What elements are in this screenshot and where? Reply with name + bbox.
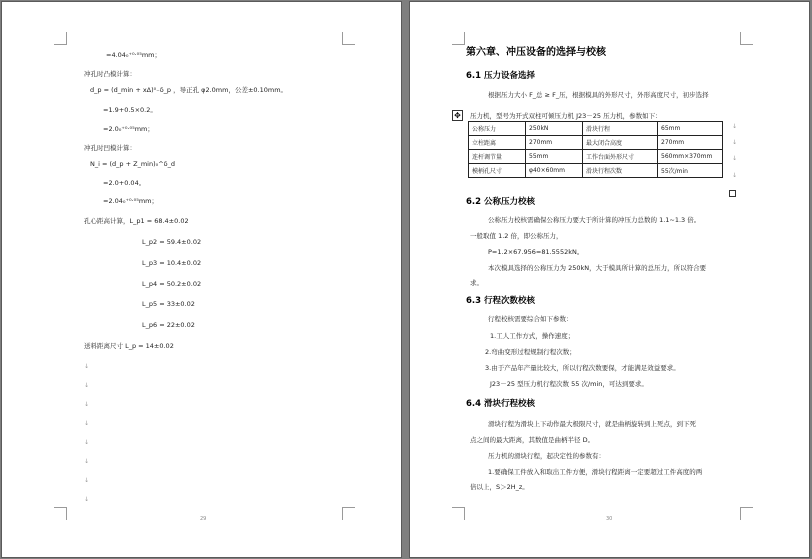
section-title: 6.4 滑块行程校核 bbox=[466, 399, 536, 409]
paragraph-line: 公称压力校核需确保公称压力要大于所计算的冲压力总数的 1.1~1.3 倍。 bbox=[488, 216, 701, 224]
table-cell: φ40×60mm bbox=[526, 164, 583, 178]
formula-line: d_p = (d_min + xΔ)⁰₋δ_p ，导正孔 φ2.0mm，公差±0.10mm。 bbox=[90, 86, 288, 94]
list-item: 1.工人工作方式，操作速度； bbox=[490, 332, 575, 340]
paragraph-line: P=1.2×67.956=81.5552kN。 bbox=[488, 248, 584, 256]
formula-line: L_p6 = 22±0.02 bbox=[142, 321, 195, 329]
table-row bbox=[469, 164, 723, 178]
list-item: 3.由于产品年产量比较大，所以行程次数要保，才能满足效益要求。 bbox=[485, 364, 680, 372]
paragraph-mark: ↓ bbox=[84, 439, 90, 446]
paragraph-line: 压力机的滑块行程，起决定性的参数有： bbox=[488, 452, 605, 460]
paragraph-mark: ↓ bbox=[84, 477, 90, 484]
press-spec-table bbox=[468, 121, 723, 178]
table-cell: 560mm×370mm bbox=[658, 150, 723, 164]
section-title: 6.3 行程次数校核 bbox=[466, 296, 536, 306]
paragraph-line: 点之间的最大距离，其数值是曲柄半径 D。 bbox=[470, 436, 595, 444]
table-cell: 工作台面外形尺寸 bbox=[583, 150, 658, 164]
text-line: 送料距离尺寸 L_p = 14±0.02 bbox=[84, 342, 174, 350]
section-title: 6.2 公称压力校核 bbox=[466, 197, 536, 207]
page-number: 29 bbox=[200, 516, 207, 522]
document-page-left bbox=[2, 2, 401, 557]
page-number: 30 bbox=[606, 516, 613, 522]
paragraph-line: 本次模具选择的公称压力为 250kN，大于模具所计算的总压力，所以符合要 bbox=[488, 264, 707, 272]
section-title: 6.1 压力设备选择 bbox=[466, 71, 536, 81]
table-cell: 55mm bbox=[526, 150, 583, 164]
formula-line: =2.0+0.04。 bbox=[103, 179, 146, 187]
list-item: 2.弯曲变形过程规制行程次数； bbox=[485, 348, 576, 356]
crop-mark bbox=[740, 507, 753, 520]
chapter-title: 第六章、冲压设备的选择与校核 bbox=[466, 47, 606, 58]
table-resize-handle[interactable] bbox=[729, 190, 736, 197]
table-move-handle[interactable]: ✥ bbox=[452, 110, 463, 121]
paragraph-line: 倍以上，S＞2H_z。 bbox=[470, 483, 529, 491]
formula-line: L_p5 = 33±0.02 bbox=[142, 300, 195, 308]
crop-mark bbox=[54, 32, 67, 45]
table-cell: 立柱距离 bbox=[469, 136, 526, 150]
document-page-right bbox=[410, 2, 809, 557]
paragraph-mark: ↓ bbox=[84, 420, 90, 427]
formula-line: =2.04₀⁺⁰·⁰⁵mm； bbox=[103, 197, 159, 205]
paragraph-mark: ↓ bbox=[84, 401, 90, 408]
table-cell: 模柄孔尺寸 bbox=[469, 164, 526, 178]
formula-line: L_p2 = 59.4±0.02 bbox=[142, 238, 202, 246]
text-line: 孔心距高计算，L_p1 = 68.4±0.02 bbox=[84, 217, 189, 225]
formula-line: L_p4 = 50.2±0.02 bbox=[142, 280, 202, 288]
row-end-mark: ↓ bbox=[732, 155, 738, 162]
paragraph-line: 根据压力大小 F_总 ≥ F_压，根据模具的外形尺寸，外形高度尺寸，初步选择 bbox=[488, 91, 709, 99]
crop-mark bbox=[342, 507, 355, 520]
paragraph-line: 行程校核需要综合如下参数： bbox=[488, 315, 573, 323]
row-end-mark: ↓ bbox=[732, 172, 738, 179]
paragraph-line: J23－25 型压力机行程次数 55 次/min，可达到要求。 bbox=[490, 380, 648, 388]
table-cell: 250kN bbox=[526, 122, 583, 136]
crop-mark bbox=[452, 507, 465, 520]
row-end-mark: ↓ bbox=[732, 123, 738, 130]
formula-line: =2.0₀⁺⁰·⁰⁵mm； bbox=[103, 125, 154, 133]
formula-line: =4.04₀⁺⁰·⁰⁵mm； bbox=[106, 51, 162, 59]
paragraph-mark: ↓ bbox=[84, 496, 90, 503]
formula-line: =1.9+0.5×0.2。 bbox=[103, 106, 157, 114]
paragraph-mark: ↓ bbox=[84, 382, 90, 389]
crop-mark bbox=[342, 32, 355, 45]
paragraph-line: 1.要确保工件放入和取出工件方便，滑块行程距离一定要超过工件高度的两 bbox=[488, 468, 703, 476]
table-cell: 滑块行程次数 bbox=[583, 164, 658, 178]
table-cell: 270mm bbox=[526, 136, 583, 150]
table-row bbox=[469, 122, 723, 136]
paragraph-mark: ↓ bbox=[84, 363, 90, 370]
paragraph-line: 求。 bbox=[470, 279, 483, 287]
text-line: 冲孔时凹模计算： bbox=[84, 144, 136, 152]
paragraph-line: 一般取值 1.2 倍，即公称压力， bbox=[470, 232, 563, 240]
crop-mark bbox=[740, 32, 753, 45]
table-cell: 连杆调节量 bbox=[469, 150, 526, 164]
table-cell: 公称压力 bbox=[469, 122, 526, 136]
formula-line: L_p3 = 10.4±0.02 bbox=[142, 259, 202, 267]
table-cell: 65mm bbox=[658, 122, 723, 136]
table-row bbox=[469, 150, 723, 164]
text-line: 冲孔时凸模计算： bbox=[84, 70, 136, 78]
paragraph-line: 滑块行程为滑块上下动作最大极限尺寸，就是曲柄旋转到上死点，到下死 bbox=[488, 420, 696, 428]
table-cell: 55次/min bbox=[658, 164, 723, 178]
table-cell: 滑块行程 bbox=[583, 122, 658, 136]
table-row bbox=[469, 136, 723, 150]
crop-mark bbox=[54, 507, 67, 520]
row-end-mark: ↓ bbox=[732, 139, 738, 146]
paragraph-line: 压力机，型号为开式双柱可倾压力机 J23－25 压力机，参数如下： bbox=[470, 112, 662, 120]
crop-mark bbox=[452, 32, 465, 45]
table-cell: 最大闭合高度 bbox=[583, 136, 658, 150]
table-cell: 270mm bbox=[658, 136, 723, 150]
paragraph-mark: ↓ bbox=[84, 458, 90, 465]
formula-line: N_i = (d_p + Z_min)₀^δ_d bbox=[90, 160, 176, 168]
